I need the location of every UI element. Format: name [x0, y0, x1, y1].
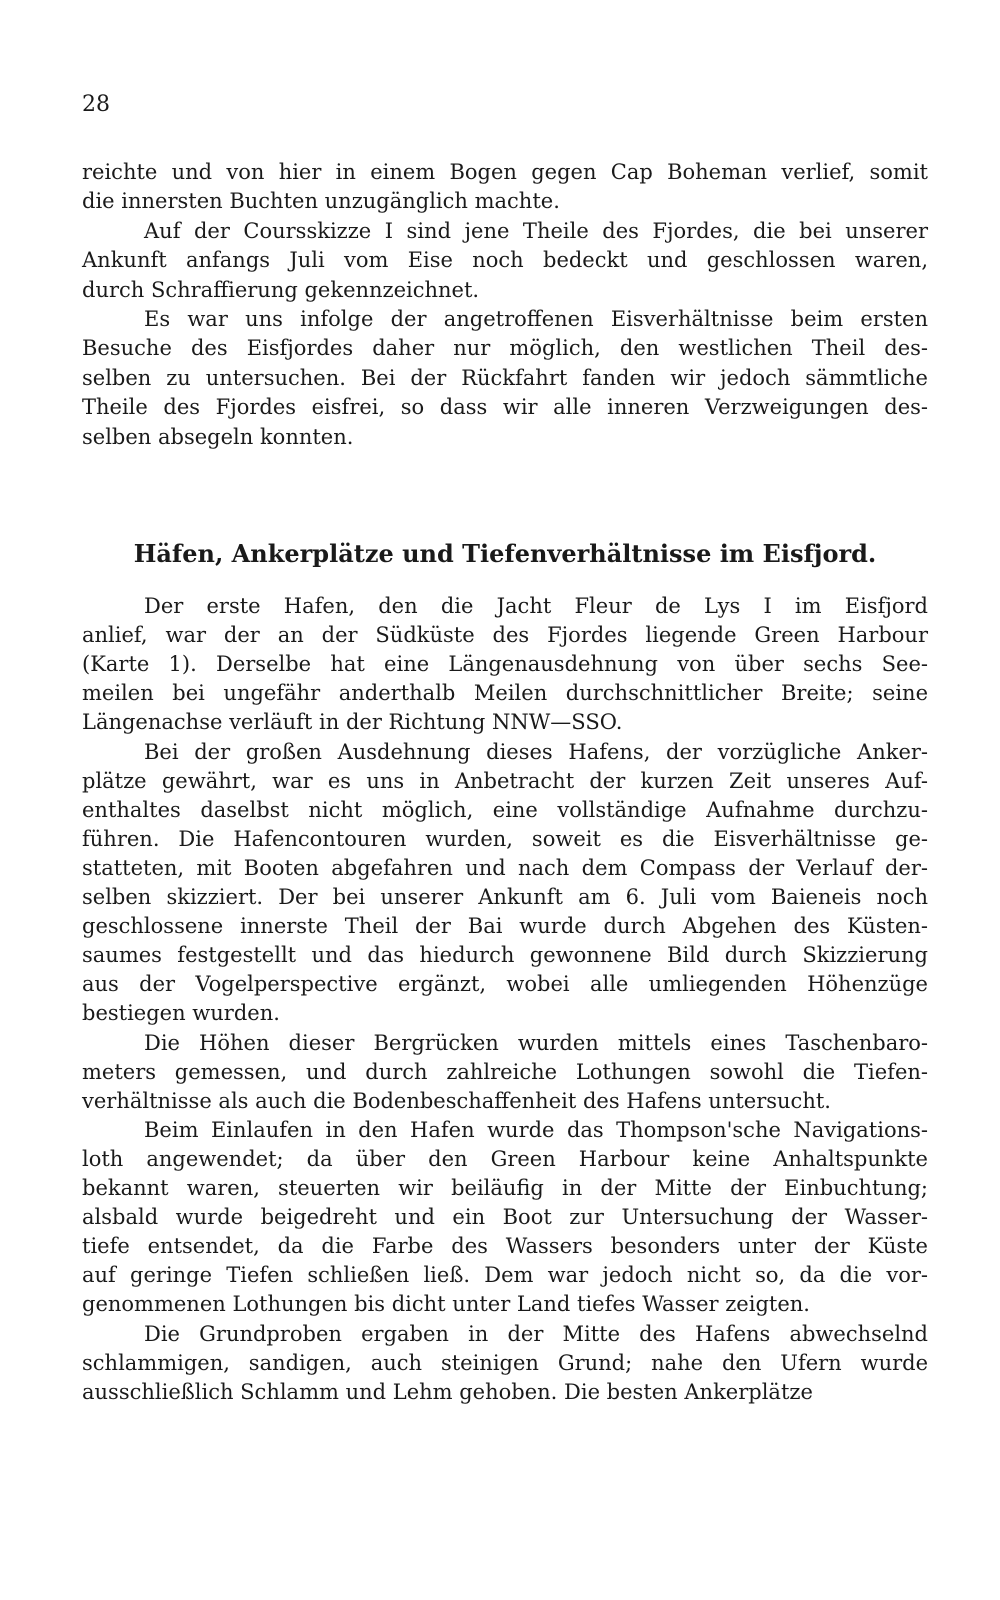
text-line: selben skizziert. Der bei unserer Ankunft am 6. Juli vom Baieneis noch: [82, 885, 928, 909]
text-line: ausschließlich Schlamm und Lehm gehoben. Die besten Ankerplätze: [82, 1379, 813, 1404]
text-line: Beim Einlaufen in den Hafen wurde das Thompson'sche Navigations-: [144, 1117, 928, 1142]
text-line: alsbald wurde beigedreht und ein Boot zur Untersuchung der Wasser-: [82, 1205, 928, 1230]
text-line: meters gemessen, und durch zahlreiche Lothungen sowohl die Tiefen-: [82, 1059, 928, 1084]
text-line: statteten, mit Booten abgefahren und nach dem Compass der Verlauf der-: [82, 855, 928, 880]
text-line: Längenachse verläuft in der Richtung NNW—SSO.: [82, 710, 623, 735]
text-line: (Karte 1). Derselbe hat eine Längenausdehnung von über sechs See-: [82, 652, 928, 677]
text-line: auf geringe Tiefen schließen ließ. Dem war jedoch nicht so, da die vor-: [82, 1263, 928, 1288]
text-line: Ankunft anfangs Juli vom Eise noch bedeckt und geschlossen waren,: [82, 248, 928, 273]
text-line: Theile des Fjordes eisfrei, so dass wir alle inneren Verzweigungen des-: [82, 395, 928, 420]
text-line: führen. Die Hafencontouren wurden, soweit es die Eisverhältnisse ge-: [82, 826, 928, 851]
page-number: 28: [82, 92, 110, 117]
text-line: Die Höhen dieser Bergrücken wurden mittels eines Taschenbaro-: [144, 1030, 928, 1055]
text-line: genommenen Lothungen bis dicht unter Land tiefes Wasser zeigten.: [82, 1292, 810, 1317]
text-line: meilen bei ungefähr anderthalb Meilen durchschnittlicher Breite; seine: [82, 681, 928, 706]
text-line: Auf der Coursskizze I sind jene Theile des Fjordes, die bei unserer: [144, 218, 928, 243]
text-line: selben absegeln konnten.: [82, 424, 354, 449]
text-line: verhältnisse als auch die Bodenbeschaffenheit des Hafens untersucht.: [82, 1088, 831, 1113]
text-line: die innersten Buchten unzugänglich machte.: [82, 189, 560, 214]
text-line: Es war uns infolge der angetroffenen Eisverhältnisse beim ersten: [144, 307, 928, 331]
text-line: schlammigen, sandigen, auch steinigen Grund; nahe den Ufern wurde: [82, 1350, 928, 1375]
text-line: anlief, war der an der Südküste des Fjordes liegende Green Harbour: [82, 623, 928, 648]
text-line: Der erste Hafen, den die Jacht Fleur de Lys I im Eisfjord: [144, 594, 928, 618]
text-line: loth angewendet; da über den Green Harbour keine Anhaltspunkte: [82, 1146, 928, 1171]
text-line: bestiegen wurden.: [82, 1001, 280, 1026]
text-line: geschlossene innerste Theil der Bai wurde durch Abgehen des Küsten-: [82, 914, 928, 939]
text-line: Die Grundproben ergaben in der Mitte des Hafens abwechselnd: [144, 1321, 928, 1346]
text-line: bekannt waren, steuerten wir beiläufig in der Mitte der Einbuchtung;: [82, 1176, 928, 1200]
text-line: durch Schraffierung gekennzeichnet.: [82, 277, 480, 302]
text-line: aus der Vogelperspective ergänzt, wobei alle umliegenden Höhenzüge: [82, 972, 928, 997]
text-line: saumes festgestellt und das hiedurch gewonnene Bild durch Skizzierung: [82, 943, 928, 968]
text-line: selben zu untersuchen. Bei der Rückfahrt fanden wir jedoch sämmtliche: [82, 365, 928, 390]
text-line: plätze gewährt, war es uns in Anbetracht der kurzen Zeit unseres Auf-: [82, 768, 928, 793]
text-line: reichte und von hier in einem Bogen gegen Cap Boheman verlief, somit: [82, 160, 928, 184]
section-heading: Häfen, Ankerplätze und Tiefenverhältnisse im Eisfjord.: [133, 539, 877, 568]
text-line: tiefe entsendet, da die Farbe des Wassers besonders unter der Küste: [82, 1234, 928, 1259]
text-line: Besuche des Eisfjordes daher nur möglich, den westlichen Theil des-: [82, 336, 928, 361]
text-line: enthaltes daselbst nicht möglich, eine vollständige Aufnahme durchzu-: [82, 797, 928, 822]
text-line: Bei der großen Ausdehnung dieses Hafens, der vorzügliche Anker-: [144, 739, 928, 764]
